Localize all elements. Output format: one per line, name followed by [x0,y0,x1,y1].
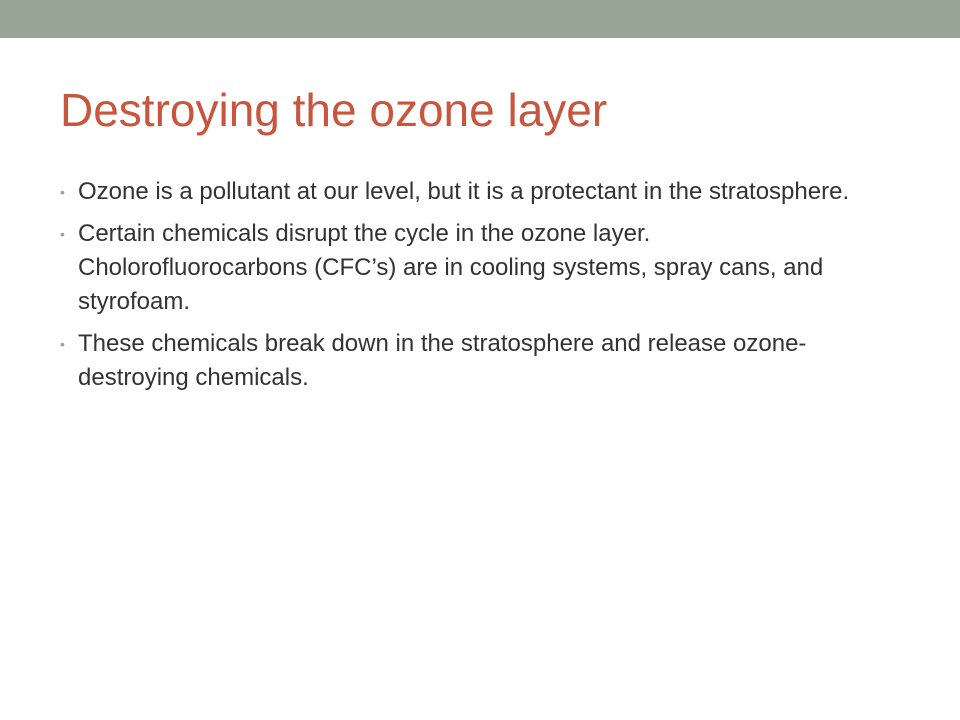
bullet-dot-icon: • [60,336,65,352]
bullet-text: Certain chemicals disrupt the cycle in the ozone layer. Cholorofluorocarbons (CFC’s) are in cooling systems, spray cans, and styrofoam. [78,220,824,315]
bullet-text: Ozone is a pollutant at our level, but it is a protectant in the stratosphere. [78,178,850,205]
bullet-item [60,217,875,319]
bullet-item [60,327,875,395]
bullet-item [60,175,875,209]
bullet-dot-icon: • [60,226,65,242]
bullet-dot-icon: • [60,184,65,200]
slide-title: Destroying the ozone layer [60,84,608,136]
bullet-list [60,175,875,403]
bullet-text: These chemicals break down in the stratosphere and release ozone-destroying chemicals. [78,330,807,391]
top-accent-band [0,0,960,38]
